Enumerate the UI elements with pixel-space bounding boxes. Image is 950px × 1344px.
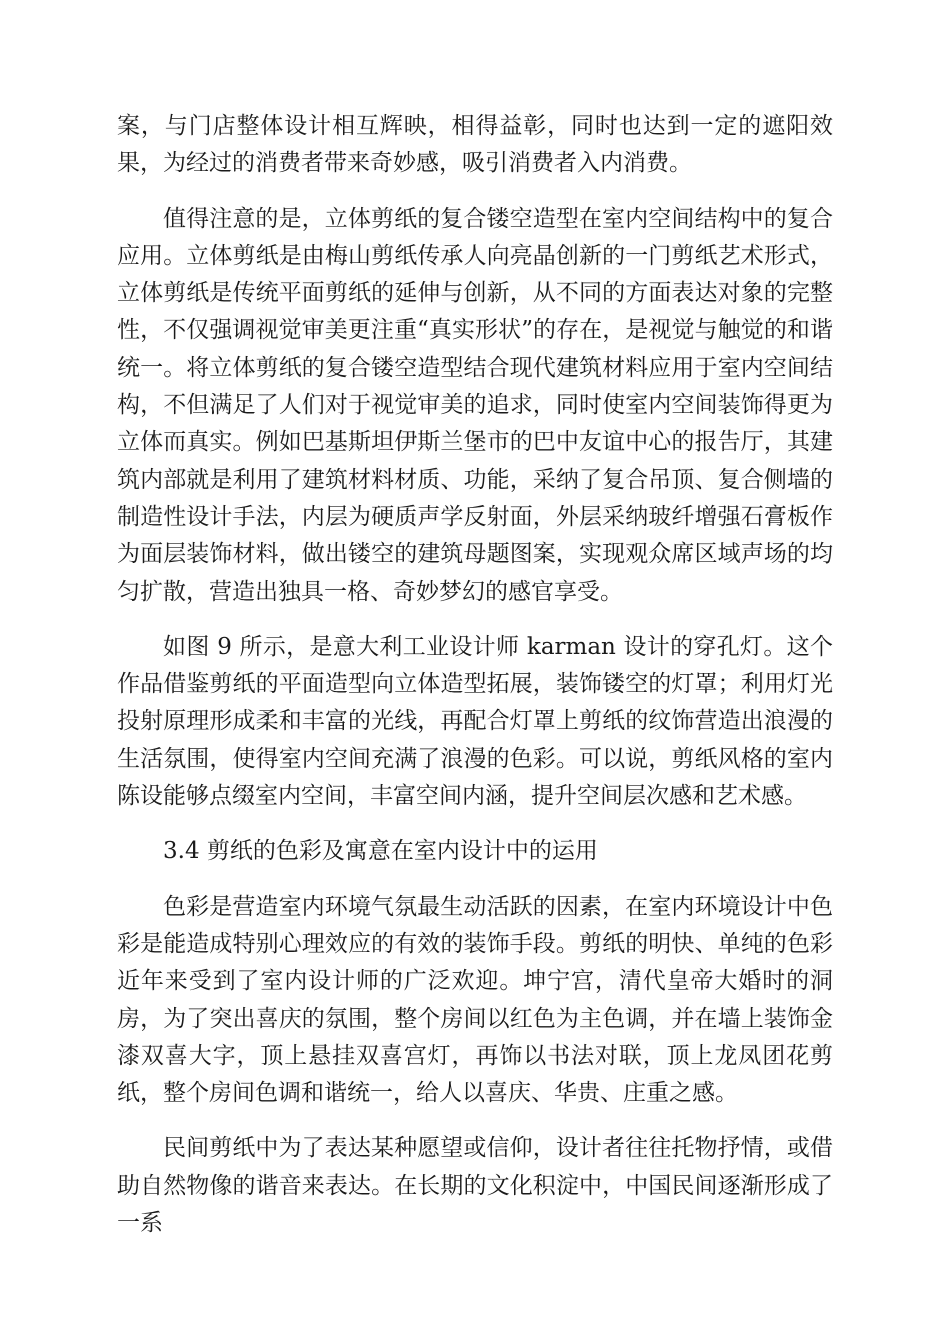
paragraph-color: 色彩是营造室内环境气氛最生动活跃的因素，在室内环境设计中色彩是能造成特别心理效应的有效的装饰手段。剪纸的明快、单纯的色彩近年来受到了室内设计师的广泛欢迎。坤宁宫，清代皇帝大婚时的洞房，为了突出喜庆的氛围，整个房间以红色为主色调，并在墙上装饰金漆双喜大字，顶上悬挂双喜宫灯，再饰以书法对联，顶上龙凤团花剪纸，整个房间色调和谐统一，给人以喜庆、华贵、庄重之感。 <box>117 893 833 1107</box>
paragraph-perforated-lamp: 如图 9 所示，是意大利工业设计师 karman 设计的穿孔灯。这个作品借鉴剪纸的平面造型向立体造型拓展，装饰镂空的灯罩；利用灯光投射原理形成柔和丰富的光线，再配合灯罩上剪纸的纹饰营造出浪漫的生活氛围，使得室内空间充满了浪漫的色彩。可以说，剪纸风格的室内陈设能够点缀室内空间，丰富空间内涵，提升空间层次感和艺术感。 <box>117 633 833 810</box>
paragraph-continued: 案，与门店整体设计相互辉映，相得益彰，同时也达到一定的遮阳效果，为经过的消费者带来奇妙感，吸引消费者入内消费。 <box>117 113 833 177</box>
paragraph-paper-cut-3d: 值得注意的是，立体剪纸的复合镂空造型在室内空间结构中的复合应用。立体剪纸是由梅山剪纸传承人向亮晶创新的一门剪纸艺术形式，立体剪纸是传统平面剪纸的延伸与创新，从不同的方面表达对象的完整性，不仅强调视觉审美更注重“真实形状”的存在，是视觉与触觉的和谐统一。将立体剪纸的复合镂空造型结合现代建筑材料应用于室内空间结构，不但满足了人们对于视觉审美的追求，同时使室内空间装饰得更为立体而真实。例如巴基斯坦伊斯兰堡市的巴中友谊中心的报告厅，其建筑内部就是利用了建筑材料材质、功能，采纳了复合吊顶、复合侧墙的制造性设计手法，内层为硬质声学反射面，外层采纳玻纤增强石膏板作为面层装饰材料，做出镂空的建筑母题图案，实现观众席区域声场的均匀扩散，营造出独具一格、奇妙梦幻的感官享受。 <box>117 205 833 605</box>
document-body <box>117 108 833 1260</box>
paragraph-folk-paper-cut: 民间剪纸中为了表达某种愿望或信仰，设计者往往托物抒情，或借助自然物像的谐音来表达。在长期的文化积淀中，中国民间逐渐形成了一系 <box>117 1135 833 1237</box>
section-heading-3-4: 3.4 剪纸的色彩及寓意在室内设计中的运用 <box>163 838 598 865</box>
